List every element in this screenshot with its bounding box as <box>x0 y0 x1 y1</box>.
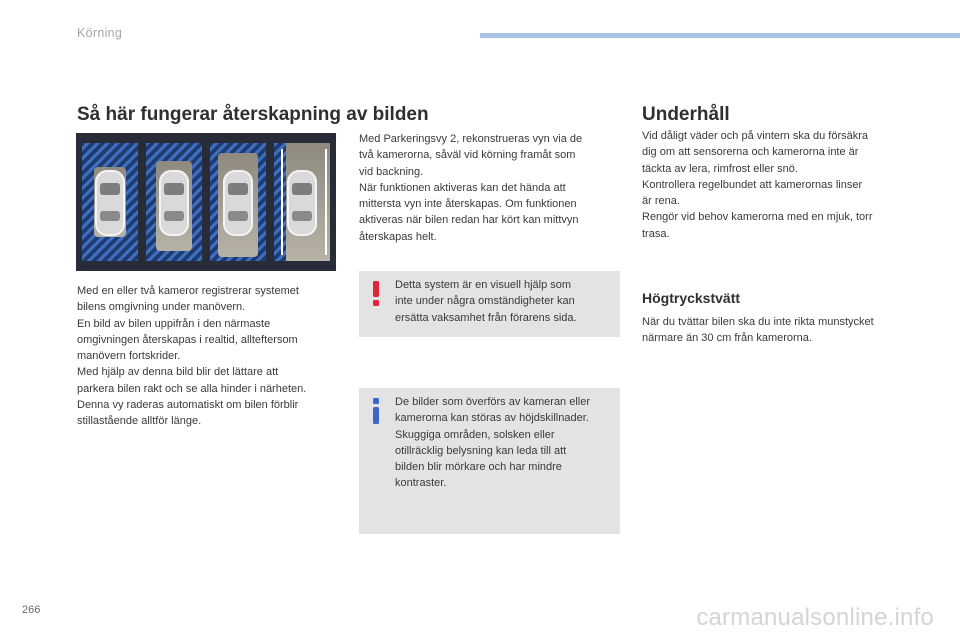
page-number: 266 <box>22 604 41 616</box>
parking-camera-illustration <box>76 133 336 271</box>
info-text: De bilder som överförs av kameran eller kamerorna kan störas av höjdskillnader. Skuggiga områden, solsken eller otillräcklig belysning kan leda till att bilden blir mörkare och har mindre kontraster. <box>395 396 591 490</box>
section-label: Körning <box>77 26 123 40</box>
pressure-wash-heading: Högtryckstvätt <box>642 290 741 306</box>
info-icon <box>369 398 383 424</box>
maintenance-heading: Underhåll <box>642 104 730 125</box>
watermark: carmanualsonline.info <box>696 604 934 631</box>
header-accent-bar <box>480 33 960 38</box>
pressure-wash-paragraph: När du tvättar bilen ska du inte rikta munstycket närmare än 30 cm från kamerorna. <box>642 316 874 345</box>
warning-note <box>359 271 620 337</box>
maintenance-paragraph: Vid dåligt väder och på vintern ska du försäkra dig om att sensorerna och kamerorna inte är täckta av lera, rimfrost eller snö. Kontrollera regelbundet att kamerornas linser är rena. Rengör vid behov kamerorna med en mjuk, torr trasa. <box>642 130 873 240</box>
warning-text: Detta system är en visuell hjälp som inte under några omständigheter kan ersätta vaksamhet från förarens sida. <box>395 279 577 324</box>
info-note <box>359 388 620 534</box>
parkeringsvy-paragraph: Med Parkeringsvy 2, rekonstrueras vyn via de två kamerorna, såväl vid körning framåt som vid backning. När funktionen aktiveras kan det hända att mittersta vyn inte återskapas. Om funktionen aktiveras när bilen redan har kört kan mittvyn återskapas helt. <box>359 133 583 243</box>
intro-paragraph: Med en eller två kameror registrerar systemet bilens omgivning under manövern. En bild av bilen uppifrån i den närmaste omgivningen återskapas i realtid, allteftersom manövern fortskrider. Med hjälp av denna bild blir det lättare att parkera bilen rakt och se alla hinder i närheten. Denna vy raderas automatiskt om bilen förblir stillastående alltför länge. <box>77 285 307 428</box>
section-heading: Så här fungerar återskapning av bilden <box>77 104 429 125</box>
warning-exclamation-icon <box>369 281 383 307</box>
